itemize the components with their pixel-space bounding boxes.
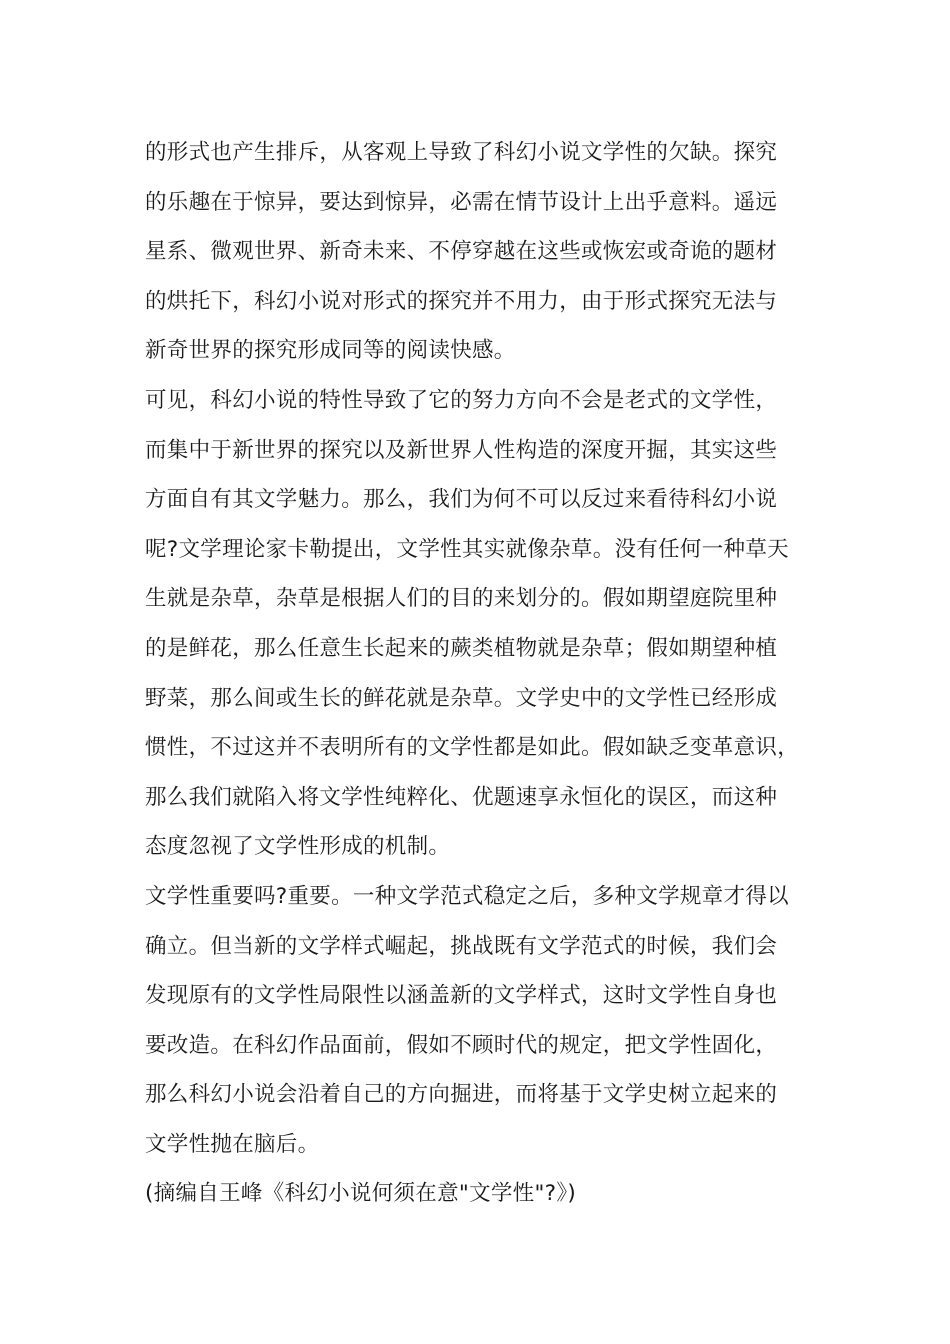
article-text	[145, 128, 805, 1219]
text-line: 的乐趣在于惊异，要达到惊异，必需在情节设计上出乎意料。遥远	[145, 189, 778, 215]
text-line: 生就是杂草，杂草是根据人们的目的来划分的。假如期望庭院里种	[145, 586, 778, 612]
text-line: 的形式也产生排斥，从客观上导致了科幻小说文学性的欠缺。探究	[145, 140, 778, 165]
text-line: 新奇世界的探究形成同等的阅读快感。	[145, 338, 516, 364]
text-line: 要改造。在科幻作品面前，假如不顾时代的规定，把文学性固化，	[145, 1032, 778, 1058]
text-line: 那么我们就陷入将文学性纯粹化、优题速享永恒化的误区，而这种	[145, 784, 778, 810]
text-line: 文学性重要吗?重要。一种文学范式稳定之后，多种文学规章才得以	[145, 883, 789, 909]
text-line: 文学性抛在脑后。	[145, 1131, 320, 1157]
text-line: 而集中于新世界的探究以及新世界人性构造的深度开掘，其实这些	[145, 437, 778, 463]
text-line: 发现原有的文学性局限性以涵盖新的文学样式，这时文学性自身也	[145, 983, 778, 1009]
text-line: 的是鲜花，那么任意生长起来的蕨类植物就是杂草；假如期望种植	[145, 635, 778, 661]
text-line: 野菜，那么间或生长的鲜花就是杂草。文学史中的文学性已经形成	[145, 685, 778, 711]
text-line: 可见，科幻小说的特性导致了它的努力方向不会是老式的文学性，	[145, 387, 778, 413]
citation: (摘编自王峰《科幻小说何须在意"文学性"?》)	[145, 1181, 577, 1207]
text-line: 星系、微观世界、新奇未来、不停穿越在这些或恢宏或奇诡的题材	[145, 239, 778, 265]
text-line: 惯性，不过这并不表明所有的文学性都是如此。假如缺乏变革意识，	[145, 735, 800, 761]
text-line: 态度忽视了文学性形成的机制。	[145, 834, 451, 860]
text-line: 呢?文学理论家卡勒提出，文学性其实就像杂草。没有任何一种草天	[145, 536, 789, 562]
text-line: 确立。但当新的文学样式崛起，挑战既有文学范式的时候，我们会	[145, 933, 778, 959]
text-line: 方面自有其文学魅力。那么，我们为何不可以反过来看待科幻小说	[145, 487, 778, 513]
text-line: 的烘托下，科幻小说对形式的探究并不用力，由于形式探究无法与	[145, 288, 778, 314]
text-line: 那么科幻小说会沿着自己的方向掘进，而将基于文学史树立起来的	[145, 1082, 778, 1108]
